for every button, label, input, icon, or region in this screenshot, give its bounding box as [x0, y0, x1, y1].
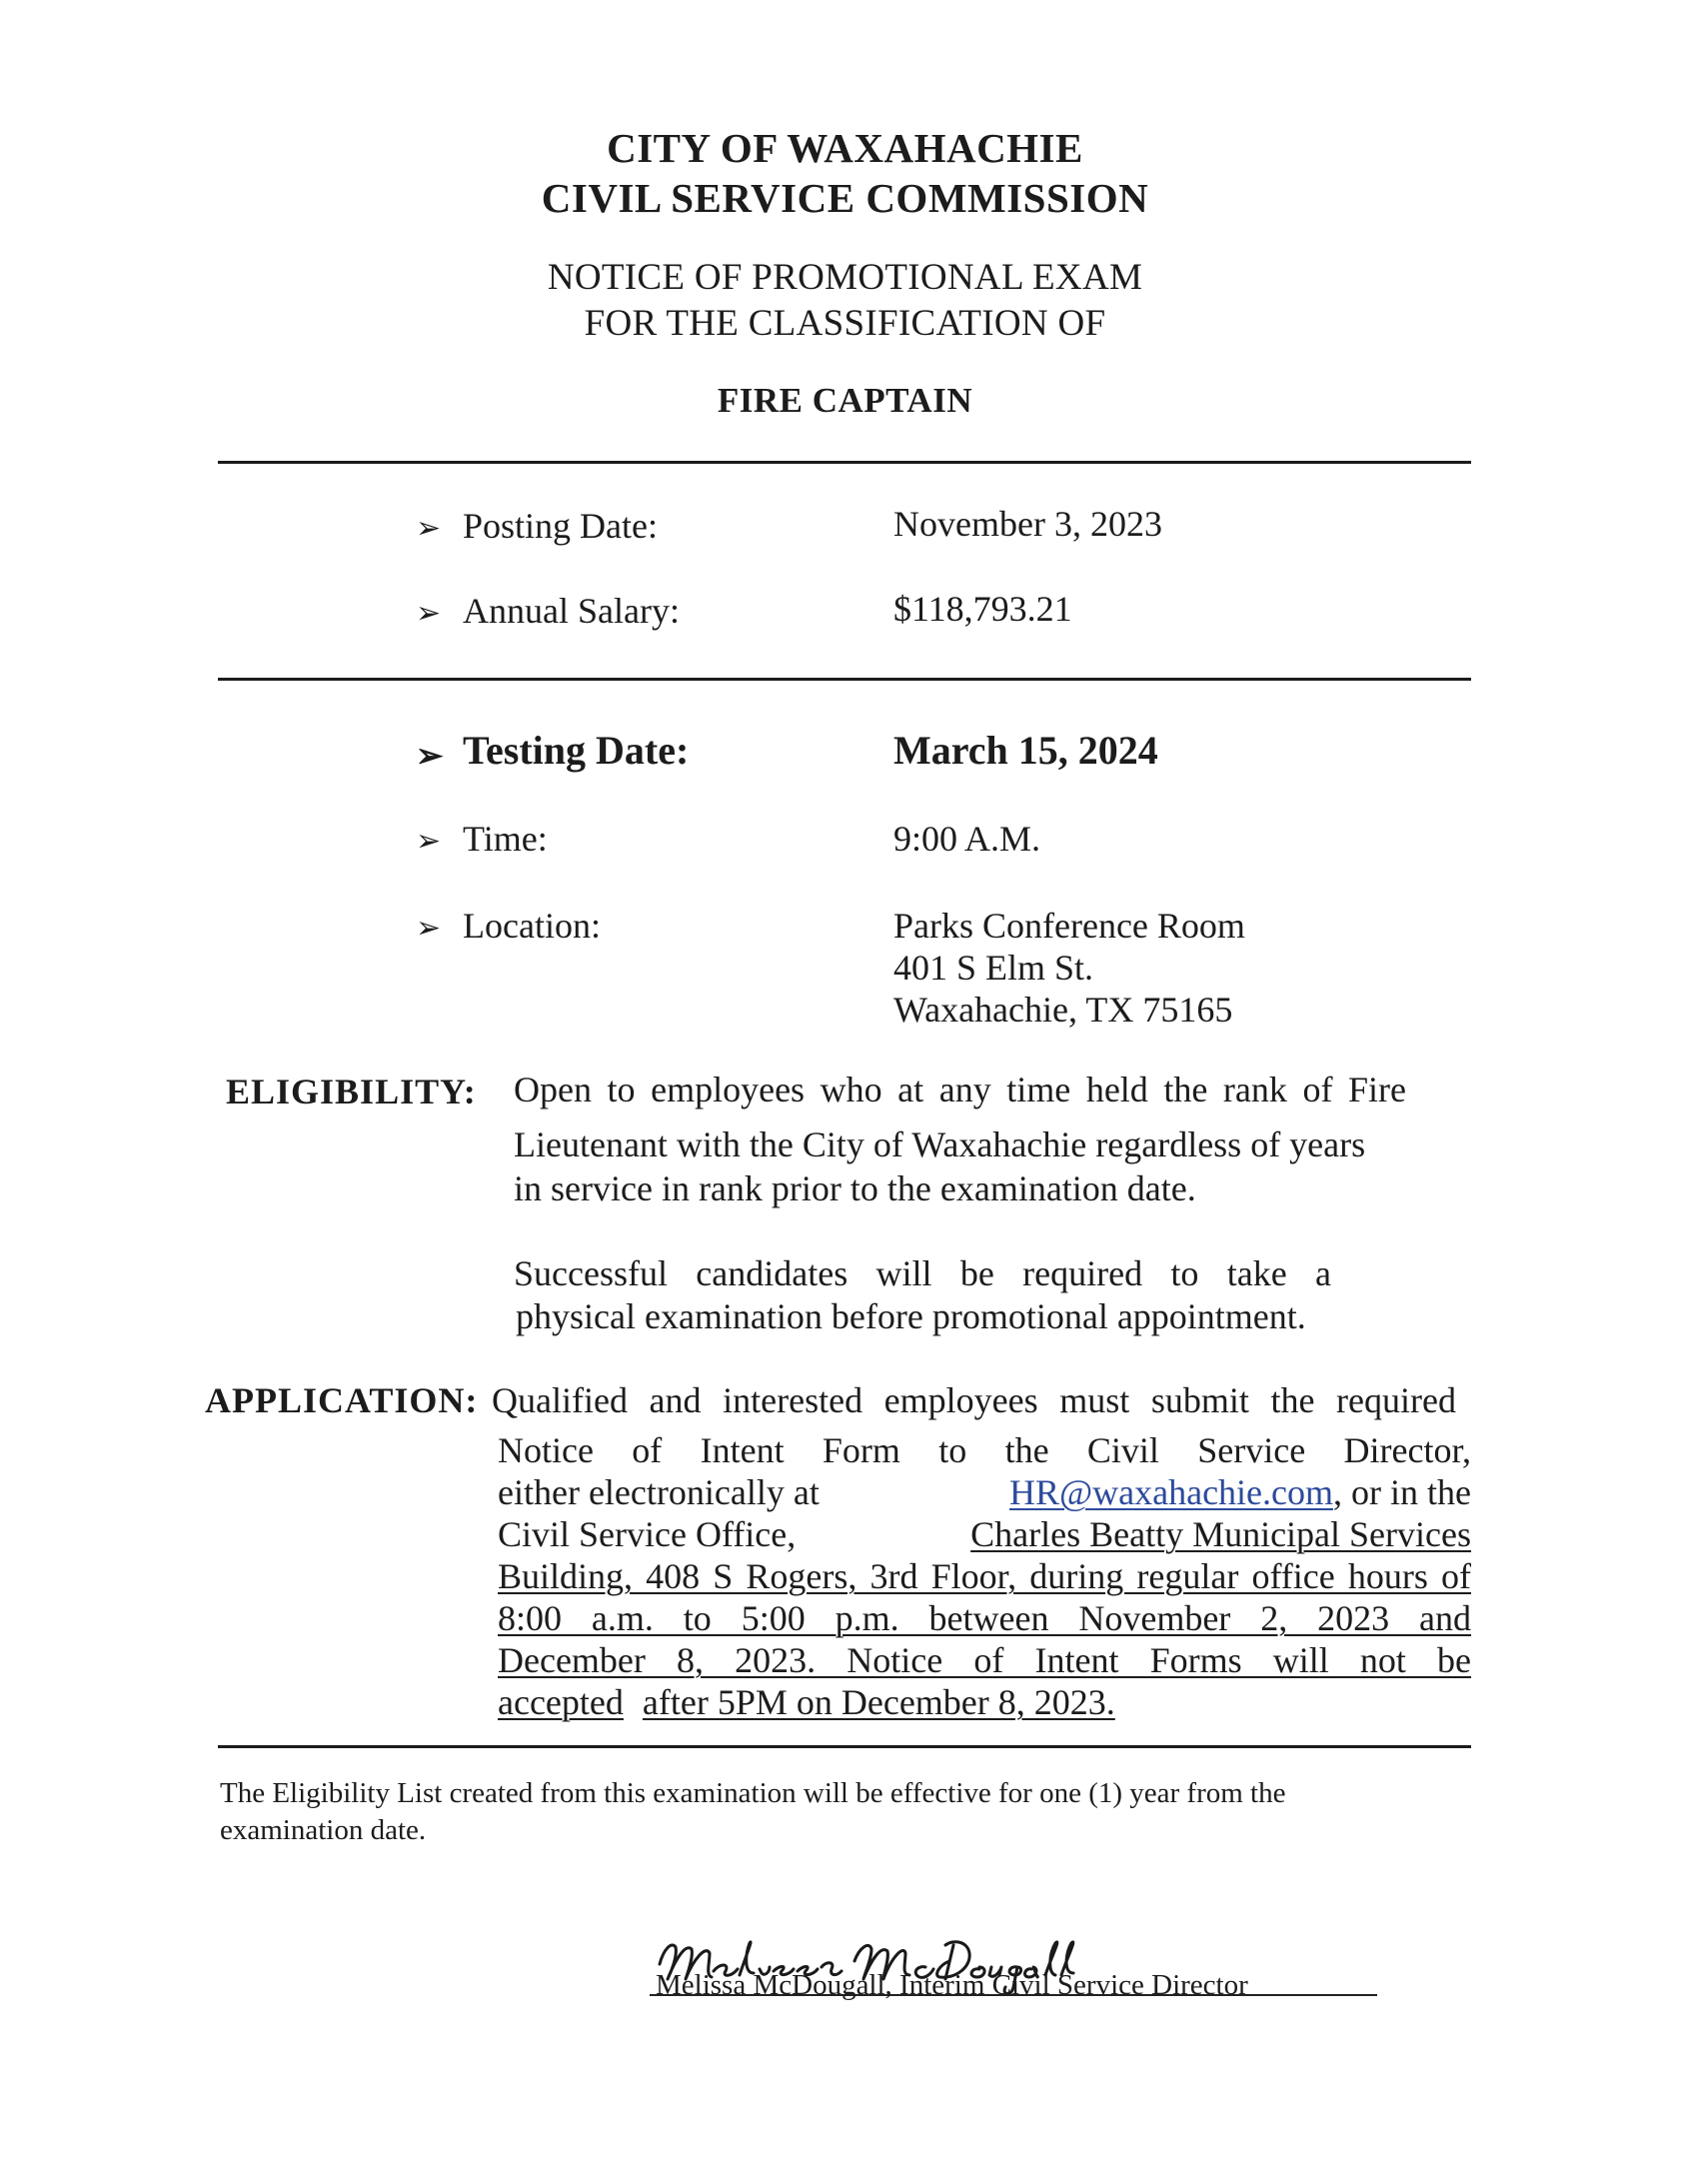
application-heading: APPLICATION: [205, 1380, 479, 1420]
footnote-line-2: examination date. [220, 1814, 427, 1846]
location-line-1: Parks Conference Room [893, 906, 1245, 946]
bullet-arrow-icon: ➢ [416, 912, 442, 945]
annual-salary-value: $118,793.21 [893, 589, 1072, 629]
application-line-5: Building, 408 S Rogers, 3rd Floor, during regular office hours of [498, 1556, 1471, 1596]
location-line-3: Waxahachie, TX 75165 [893, 990, 1233, 1030]
location-label: Location: [463, 906, 601, 946]
eligibility-line-1: Open to employees who at any time held the rank of Fire [514, 1070, 1406, 1109]
deadline-underlined: after 5PM on December 8, 2023. [642, 1682, 1115, 1722]
application-line-4 [498, 1513, 1471, 1555]
eligibility-heading: ELIGIBILITY: [226, 1072, 477, 1111]
time-value: 9:00 A.M. [893, 819, 1041, 859]
location-line-2: 401 S Elm St. [893, 948, 1094, 988]
email-link[interactable]: HR@waxahachie.com [1008, 1472, 1334, 1512]
application-line-3-tail: , or in the [1333, 1472, 1471, 1512]
posting-date-label: Posting Date: [463, 506, 658, 546]
bullet-arrow-icon: ➢ [416, 825, 442, 858]
signature-text: Melissa McDougall [650, 2006, 666, 2008]
application-line-6: 8:00 a.m. to 5:00 p.m. between November 2, 2023 and [498, 1598, 1471, 1638]
bullet-arrow-icon: ➢ [416, 597, 442, 630]
bullet-arrow-icon: ➢ [416, 739, 444, 775]
eligibility-line-5: physical examination before promotional appointment. [516, 1296, 1306, 1336]
posting-date-value: November 3, 2023 [893, 504, 1162, 544]
time-label: Time: [463, 819, 548, 859]
annual-salary-label: Annual Salary: [463, 591, 680, 631]
eligibility-line-4: Successful candidates will be required to take a [514, 1253, 1331, 1293]
header-commission: CIVIL SERVICE COMMISSION [541, 175, 1149, 221]
testing-date-label: Testing Date: [463, 728, 690, 773]
application-line-4-text: Civil Service Office, [498, 1514, 797, 1554]
accepted-underlined: accepted [498, 1682, 624, 1722]
divider-bottom [218, 1745, 1471, 1748]
testing-date-value: March 15, 2024 [893, 728, 1158, 773]
notice-line-2: FOR THE CLASSIFICATION OF [584, 303, 1106, 344]
eligibility-line-2: Lieutenant with the City of Waxahachie regardless of years [514, 1124, 1366, 1164]
application-line-1: Qualified and interested employees must submit the required [492, 1380, 1456, 1420]
signatory-name: Melissa McDougall, Interim Civil Service Director [656, 1969, 1248, 2001]
divider-middle [218, 678, 1471, 681]
bullet-arrow-icon: ➢ [416, 512, 442, 545]
eligibility-line-3: in service in rank prior to the examination date. [514, 1168, 1196, 1208]
application-line-3-text: either electronically at [498, 1472, 820, 1512]
header-city: CITY OF WAXAHACHIE [607, 125, 1083, 171]
application-line-2: Notice of Intent Form to the Civil Service Director, [498, 1430, 1471, 1470]
classification-title: FIRE CAPTAIN [717, 381, 973, 420]
application-line-3 [498, 1471, 1471, 1513]
divider-top [218, 461, 1471, 464]
notice-line-1: NOTICE OF PROMOTIONAL EXAM [547, 257, 1143, 298]
application-line-7: December 8, 2023. Notice of Intent Forms will not be [498, 1640, 1471, 1680]
address-underlined-1: Charles Beatty Municipal Services [970, 1514, 1471, 1554]
application-line-8 [498, 1681, 1115, 1723]
footnote-line-1: The Eligibility List created from this examination will be effective for one (1) year from the [220, 1777, 1286, 1809]
